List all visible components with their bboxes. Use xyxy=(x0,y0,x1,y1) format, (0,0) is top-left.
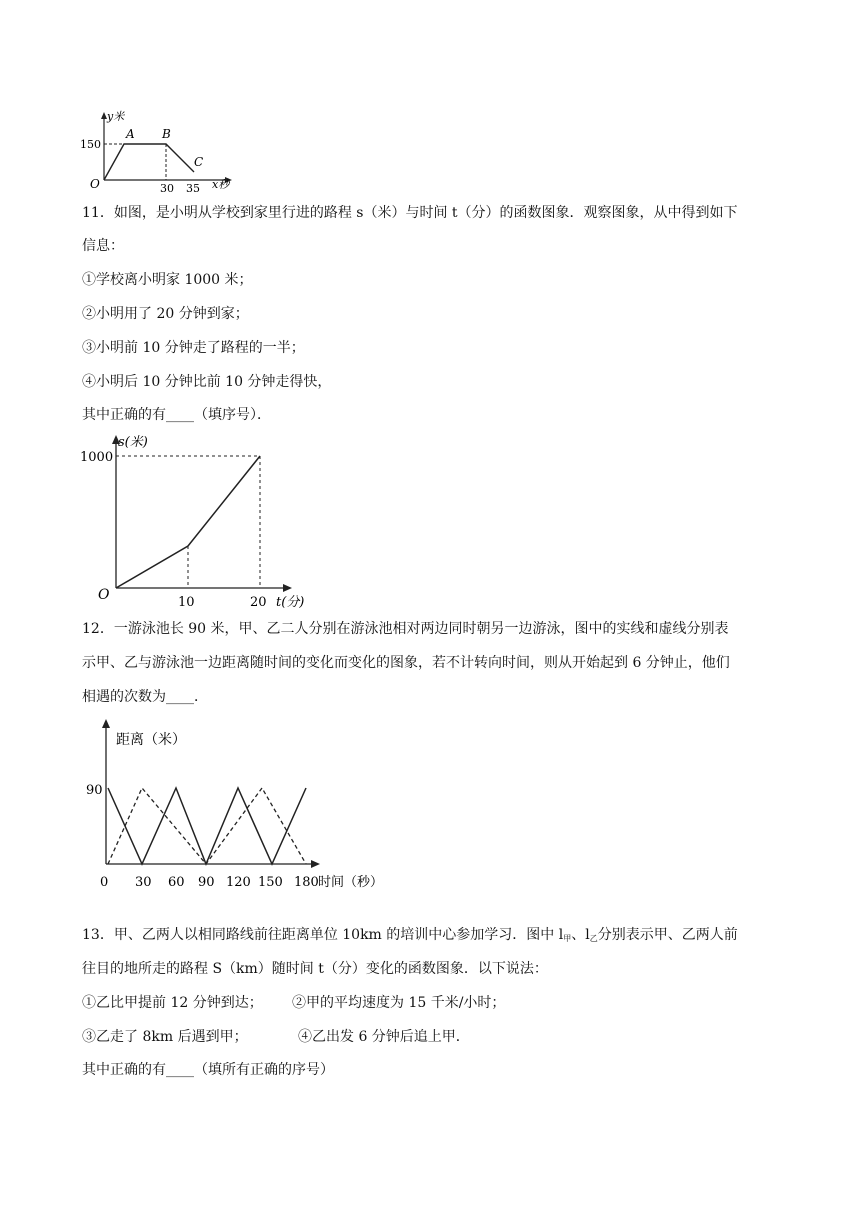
point-a-label: A xyxy=(126,127,135,141)
figure-1-graph xyxy=(80,108,270,192)
x-tick-30: 30 xyxy=(160,182,174,192)
subscript-jia: 甲 xyxy=(563,934,572,943)
q13-option-1: ①乙比甲提前 12 分钟到达； xyxy=(82,995,263,1011)
q11-question: 其中正确的有____（填序号）． xyxy=(82,407,271,423)
q13-option-2: ②甲的平均速度为 15 千米/小时； xyxy=(292,995,506,1011)
x-tick-0: 0 xyxy=(100,875,109,890)
x-tick-60: 60 xyxy=(168,875,185,890)
y-axis-label: s(米) xyxy=(118,435,148,450)
x-tick-90: 90 xyxy=(198,875,215,890)
q11-line-1: 11．如图，是小明从学校到家里行进的路程 s（米）与时间 t（分）的函数图象．观察图象，从中得到如下 xyxy=(82,205,738,221)
origin-label: O xyxy=(90,177,100,191)
q11-option-3: ③小明前 10 分钟走了路程的一半； xyxy=(82,340,305,356)
y-tick-150: 150 xyxy=(80,138,101,151)
q11-line-2: 信息： xyxy=(82,238,124,254)
x-tick-180: 180 xyxy=(294,875,319,890)
q13-question: 其中正确的有____（填所有正确的序号） xyxy=(82,1062,334,1078)
q12-line-1: 12．一游泳池长 90 米，甲、乙二人分别在游泳池相对两边同时朝另一边游泳，图中的实线和虚线分别表 xyxy=(82,621,729,637)
graph-line xyxy=(104,144,194,180)
q11-option-2: ②小明用了 20 分钟到家； xyxy=(82,306,249,322)
x-tick-20: 20 xyxy=(250,595,267,610)
q11-graph xyxy=(80,432,330,612)
q12-graph xyxy=(80,716,400,896)
q11-option-4: ④小明后 10 分钟比前 10 分钟走得快， xyxy=(82,374,332,390)
q11-option-1: ①学校离小明家 1000 米； xyxy=(82,272,253,288)
q13-option-3: ③乙走了 8km 后遇到甲； xyxy=(82,1029,248,1045)
y-axis-label: 距离（米） xyxy=(116,732,186,748)
y-axis-arrow xyxy=(102,719,110,728)
x-tick-30: 30 xyxy=(135,875,152,890)
origin-label: O xyxy=(98,587,110,603)
x-tick-120: 120 xyxy=(226,875,251,890)
path-line xyxy=(116,456,260,588)
subscript-yi: 乙 xyxy=(589,934,598,943)
q13-line-1-c: 分别表示甲、乙两人前 xyxy=(597,927,738,943)
x-axis-arrow xyxy=(311,860,320,868)
solid-line-jia xyxy=(108,788,306,864)
x-tick-10: 10 xyxy=(178,595,195,610)
point-b-label: B xyxy=(162,127,171,141)
y-axis-label: y米 xyxy=(107,110,125,123)
x-axis-label: 时间（秒） xyxy=(318,875,384,890)
q13-option-4: ④乙出发 6 分钟后追上甲． xyxy=(298,1029,470,1045)
point-c-label: C xyxy=(194,155,204,169)
q13-line-1-b: 、l xyxy=(571,927,590,943)
q13-line-1 xyxy=(82,925,738,949)
x-axis-label: t(分) xyxy=(276,595,305,610)
x-axis-label: x秒 xyxy=(212,178,230,191)
q12-line-3: 相遇的次数为____． xyxy=(82,689,208,705)
x-tick-35: 35 xyxy=(186,182,200,192)
x-axis-arrow xyxy=(283,584,292,592)
y-tick-90: 90 xyxy=(86,783,103,798)
x-tick-150: 150 xyxy=(258,875,283,890)
y-tick-1000: 1000 xyxy=(80,450,114,465)
q13-line-2: 往目的地所走的路程 S（km）随时间 t（分）变化的函数图象．以下说法： xyxy=(82,961,548,977)
q13-line-1-a: 13．甲、乙两人以相同路线前往距离单位 10km 的培训中心参加学习．图中 l xyxy=(82,927,564,943)
q12-line-2: 示甲、乙与游泳池一边距离随时间的变化而变化的图象，若不计转向时间，则从开始起到 6 分钟止，他们 xyxy=(82,655,730,671)
